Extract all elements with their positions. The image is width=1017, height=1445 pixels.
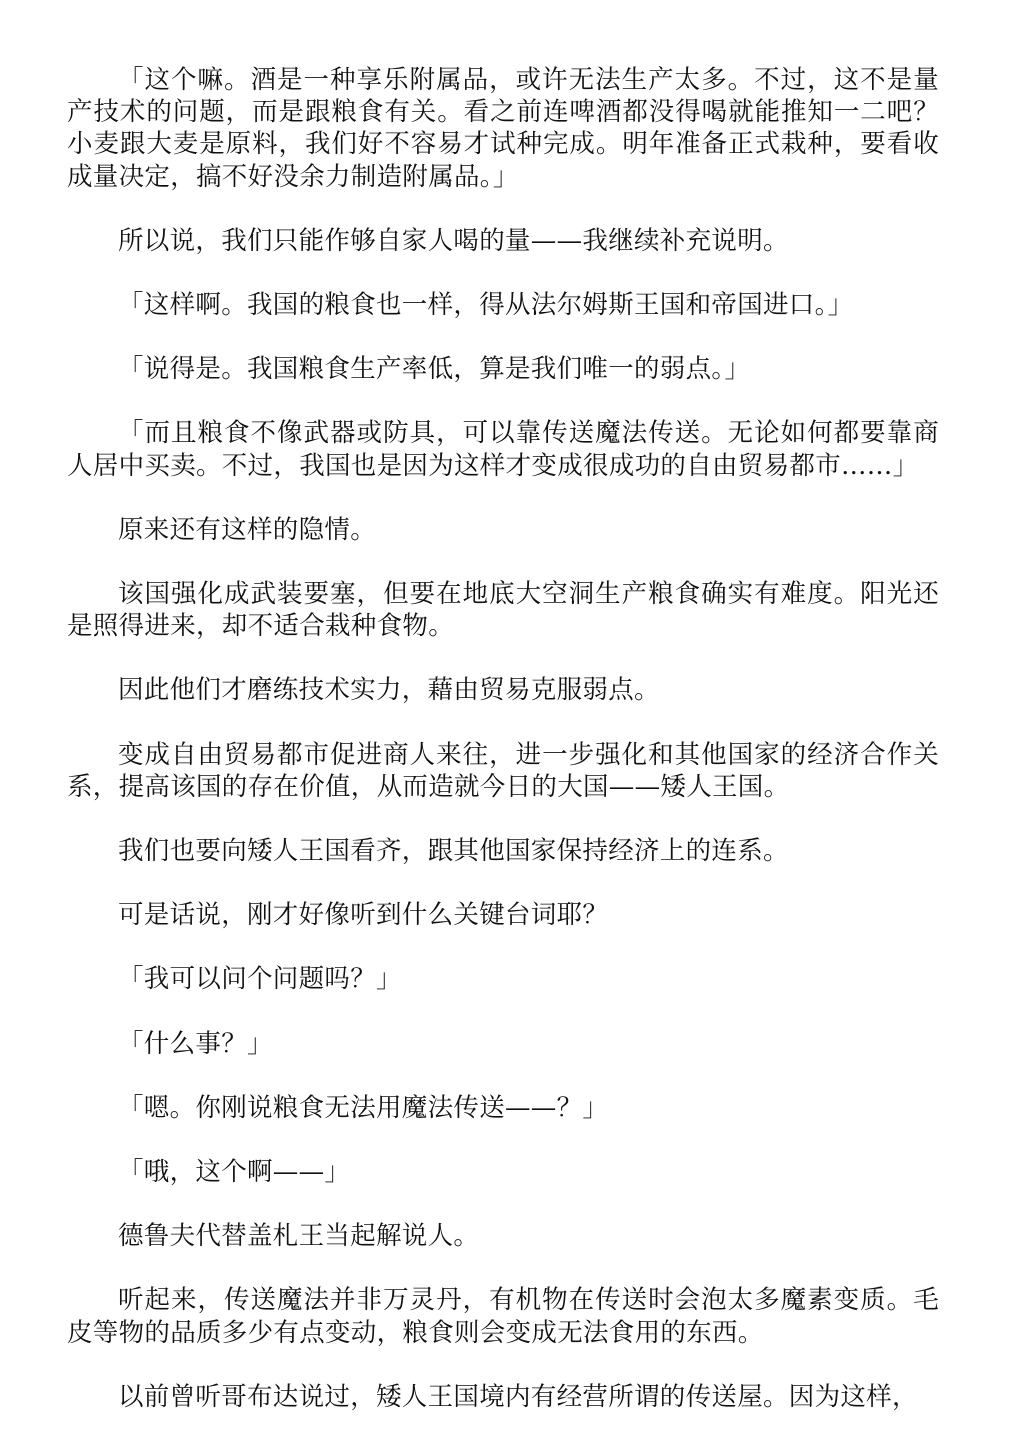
paragraph-6: 原来还有这样的隐情。: [118, 514, 377, 545]
paragraph-10: 我们也要向矮人王国看齐，跟其他国家保持经济上的连系。: [118, 836, 789, 867]
paragraph-5: 「而且粮食不像武器或防具，可以靠传送魔法传送。无论如何都要靠商人居中买卖。不过，我国也是因为这样才变成很成功的自由贸易都市……」: [67, 418, 939, 481]
paragraph-1: 「这个嘛。酒是一种享乐附属品，或许无法生产太多。不过，这不是量产技术的问题，而是跟粮食有关。看之前连啤酒都没得喝就能推知一二吧？小麦跟大麦是原料，我们好不容易才试种完成。明年准备正式栽种，要看收成量决定，搞不好没余力制造附属品。」: [67, 65, 939, 192]
paragraph-7: 该国强化成武装要塞，但要在地底大空洞生产粮食确实有难度。阳光还是照得进来，却不适合栽种食物。: [67, 579, 939, 642]
document-page: [67, 64, 939, 1445]
paragraph-11: 可是话说，刚才好像听到什么关键台词耶？: [118, 900, 609, 931]
paragraph-3: 「这样啊。我国的粮食也一样，得从法尔姆斯王国和帝国进口。」: [118, 290, 854, 321]
paragraph-13: 「什么事？」: [118, 1028, 273, 1059]
paragraph-18: 以前曾听哥布达说过，矮人王国境内有经营所谓的传送屋。因为这样，: [118, 1381, 918, 1412]
paragraph-2: 所以说，我们只能作够自家人喝的量——我继续补充说明。: [118, 225, 789, 256]
paragraph-12: 「我可以问个问题吗？」: [118, 964, 402, 995]
paragraph-16: 德鲁夫代替盖札王当起解说人。: [118, 1221, 480, 1252]
paragraph-8: 因此他们才磨练技术实力，藉由贸易克服弱点。: [118, 675, 660, 706]
paragraph-17: 听起来，传送魔法并非万灵丹，有机物在传送时会泡太多魔素变质。毛皮等物的品质多少有点变动，粮食则会变成无法食用的东西。: [67, 1285, 939, 1348]
paragraph-4: 「说得是。我国粮食生产率低，算是我们唯一的弱点。」: [118, 354, 751, 385]
paragraph-15: 「哦，这个啊——」: [118, 1157, 351, 1188]
paragraph-14: 「嗯。你刚说粮食无法用魔法传送——？」: [118, 1092, 609, 1123]
paragraph-9: 变成自由贸易都市促进商人来往，进一步强化和其他国家的经济合作关系，提高该国的存在价值，从而造就今日的大国——矮人王国。: [67, 739, 939, 802]
